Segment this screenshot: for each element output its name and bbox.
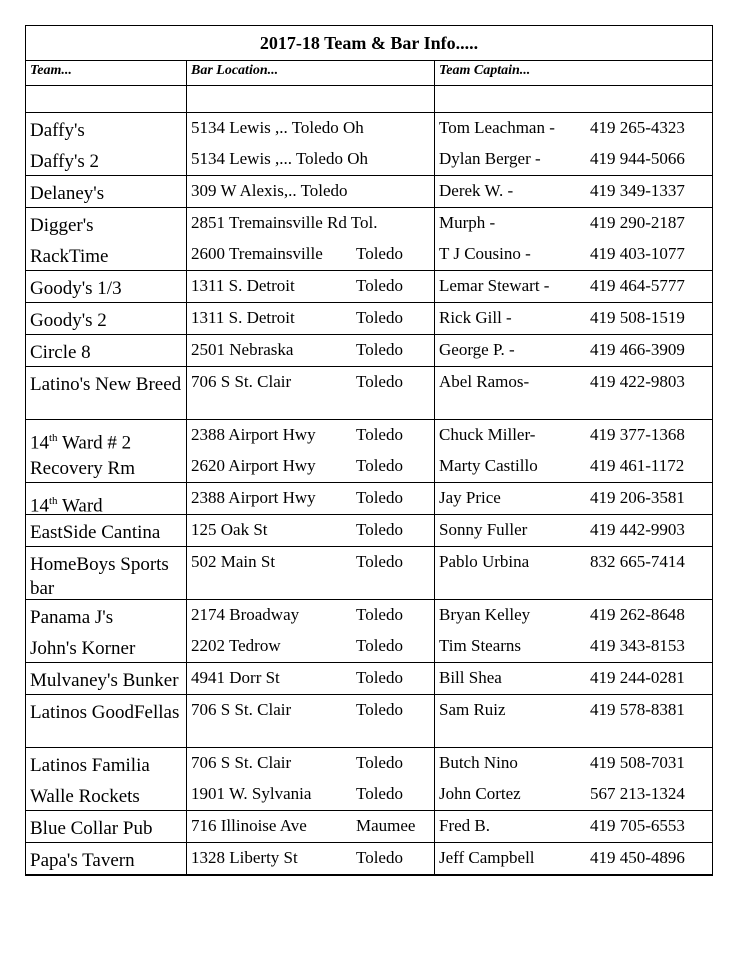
bar-address: 309 W Alexis,.. Toledo: [191, 181, 348, 200]
header-team: Team...: [26, 61, 187, 85]
captain-phone: 419 705-6553: [590, 816, 685, 835]
bar-location: [187, 695, 435, 747]
team-name: Goody's 2: [26, 303, 187, 334]
bar-city: Toledo: [356, 753, 403, 772]
bar-location: [187, 483, 435, 514]
team-captain: [435, 113, 712, 144]
team-name: Daffy's 2: [26, 144, 187, 175]
team-captain: [435, 779, 712, 810]
bar-city: [377, 213, 434, 233]
bar-address: 502 Main St: [191, 552, 276, 571]
bar-location: [187, 748, 435, 779]
team-name: Digger's: [26, 208, 187, 239]
captain-phone: 419 290-2187: [590, 213, 685, 232]
captain-name: Bill Shea: [439, 668, 502, 687]
team-name: Latinos Familia: [26, 748, 187, 779]
captain-name: Murph -: [439, 213, 496, 232]
team-name: RackTime: [26, 239, 187, 270]
bar-city: Toledo: [356, 372, 403, 391]
bar-address: 2501 Nebraska: [191, 340, 294, 359]
captain-name: Dylan Berger -: [439, 149, 541, 168]
bar-address: 1311 S. Detroit: [191, 276, 295, 295]
captain-phone: 419 349-1337: [590, 181, 685, 200]
team-captain: [435, 176, 712, 207]
captain-name: T J Cousino -: [439, 244, 531, 263]
captain-phone: 419 461-1172: [590, 456, 685, 475]
team-name: Mulvaney's Bunker: [26, 663, 187, 694]
bar-address: 2620 Airport Hwy: [191, 456, 316, 475]
bar-city: [368, 149, 434, 169]
bar-city: Toledo: [356, 700, 403, 719]
table-row: [26, 451, 712, 483]
bar-location: [187, 547, 435, 599]
captain-name: George P. -: [439, 340, 515, 359]
team-name: Blue Collar Pub: [26, 811, 187, 842]
table-row: [26, 811, 712, 843]
table-row: [26, 239, 712, 271]
bar-location: [187, 239, 435, 270]
bar-address: 125 Oak St: [191, 520, 268, 539]
bar-address: 706 S St. Clair: [191, 753, 292, 772]
team-captain: [435, 483, 712, 514]
captain-phone: 419 262-8648: [590, 605, 685, 624]
team-captain: [435, 144, 712, 175]
team-captain: [435, 239, 712, 270]
team-captain: [435, 631, 712, 662]
team-name: EastSide Cantina: [26, 515, 187, 546]
captain-name: Rick Gill -: [439, 308, 512, 327]
bar-address: 2851 Tremainsville Rd Tol.: [191, 213, 378, 232]
bar-location: [187, 779, 435, 810]
header-bar-location: Bar Location...: [187, 61, 435, 85]
table-row: [26, 483, 712, 515]
bar-location: [187, 631, 435, 662]
bar-address: 4941 Dorr St: [191, 668, 280, 687]
captain-name: Abel Ramos-: [439, 372, 530, 391]
team-name: Walle Rockets: [26, 779, 187, 810]
bar-address: 2388 Airport Hwy: [191, 425, 316, 444]
captain-phone: 419 442-9903: [590, 520, 685, 539]
team-name: Latino's New Breed: [26, 367, 187, 419]
table-row: [26, 144, 712, 176]
table-row: [26, 208, 712, 239]
bar-location: [187, 420, 435, 451]
captain-phone: 419 578-8381: [590, 700, 685, 719]
team-name: Delaney's: [26, 176, 187, 207]
team-captain: [435, 695, 712, 747]
team-name: Papa's Tavern: [26, 843, 187, 874]
team-captain: [435, 811, 712, 842]
bar-city: Toledo: [356, 636, 403, 655]
team-name: Latinos GoodFellas: [26, 695, 187, 747]
captain-name: Tom Leachman -: [439, 118, 555, 137]
table-row: [26, 335, 712, 367]
bar-city: Toledo: [356, 425, 403, 444]
team-captain: [435, 335, 712, 366]
captain-phone: 419 403-1077: [590, 244, 685, 263]
team-captain: [435, 515, 712, 546]
table-row: [26, 843, 712, 875]
bar-address: 706 S St. Clair: [191, 700, 292, 719]
team-captain: [435, 271, 712, 302]
team-name: Panama J's: [26, 600, 187, 631]
bar-address: 716 Illinoise Ave: [191, 816, 307, 835]
bar-address: 1901 W. Sylvania: [191, 784, 312, 803]
table-row: [26, 695, 712, 748]
captain-name: Jeff Campbell: [439, 848, 535, 867]
table-row: [26, 779, 712, 811]
bar-location: [187, 303, 435, 334]
bar-location: [187, 367, 435, 419]
team-name: Circle 8: [26, 335, 187, 366]
captain-name: Fred B.: [439, 816, 490, 835]
team-captain: [435, 843, 712, 874]
captain-phone: 567 213-1324: [590, 784, 685, 803]
bar-city: Toledo: [356, 340, 403, 359]
captain-phone: 419 265-4323: [590, 118, 685, 137]
captain-phone: 419 422-9803: [590, 372, 685, 391]
captain-name: Marty Castillo: [439, 456, 538, 475]
bar-address: 5134 Lewis ,.. Toledo Oh: [191, 118, 364, 137]
title-row: [26, 26, 712, 61]
bar-location: [187, 113, 435, 144]
table-row: [26, 420, 712, 451]
captain-name: Lemar Stewart -: [439, 276, 550, 295]
captain-phone: 419 464-5777: [590, 276, 685, 295]
bar-city: Toledo: [356, 520, 403, 539]
team-captain: [435, 547, 712, 599]
team-name: 14th Ward: [26, 483, 187, 514]
table-row: [26, 600, 712, 631]
bar-city: [356, 181, 434, 201]
table-body: [26, 113, 712, 875]
bar-address: 1328 Liberty St: [191, 848, 298, 867]
bar-city: [364, 118, 434, 138]
team-name: Goody's 1/3: [26, 271, 187, 302]
bar-address: 2388 Airport Hwy: [191, 488, 316, 507]
team-captain: [435, 748, 712, 779]
bar-address: 706 S St. Clair: [191, 372, 292, 391]
bar-city: Toledo: [356, 276, 403, 295]
team-name: John's Korner: [26, 631, 187, 662]
captain-name: Sonny Fuller: [439, 520, 528, 539]
bar-address: 2600 Tremainsville: [191, 244, 323, 263]
bar-location: [187, 515, 435, 546]
captain-phone: 832 665-7414: [590, 552, 685, 571]
bar-city: Toledo: [356, 668, 403, 687]
captain-name: Tim Stearns: [439, 636, 522, 655]
team-captain: [435, 303, 712, 334]
bar-address: 2174 Broadway: [191, 605, 300, 624]
captain-phone: 419 377-1368: [590, 425, 685, 444]
bar-city: Maumee: [356, 816, 416, 835]
page-title: 2017-18 Team & Bar Info.....: [259, 32, 479, 53]
table-row: [26, 367, 712, 420]
bar-location: [187, 176, 435, 207]
team-name: Daffy's: [26, 113, 187, 144]
table-row: [26, 663, 712, 695]
bar-address: 2202 Tedrow: [191, 636, 281, 655]
captain-name: Pablo Urbina: [439, 552, 530, 571]
table-row: [26, 748, 712, 779]
bar-location: [187, 271, 435, 302]
team-name: 14th Ward # 2: [26, 420, 187, 451]
captain-phone: 419 508-7031: [590, 753, 685, 772]
bar-city: Toledo: [356, 244, 403, 263]
bar-city: Toledo: [356, 308, 403, 327]
captain-name: Jay Price: [439, 488, 501, 507]
bar-address: 5134 Lewis ,... Toledo Oh: [191, 149, 368, 168]
captain-phone: 419 244-0281: [590, 668, 685, 687]
bar-city: Toledo: [356, 848, 403, 867]
bar-city: Toledo: [356, 605, 403, 624]
captain-phone: 419 206-3581: [590, 488, 685, 507]
team-captain: [435, 420, 712, 451]
team-captain: [435, 367, 712, 419]
bar-city: Toledo: [356, 488, 403, 507]
bar-location: [187, 208, 435, 239]
table-row: [26, 113, 712, 144]
captain-name: Butch Nino: [439, 753, 518, 772]
bar-location: [187, 600, 435, 631]
header-team-captain: Team Captain...: [439, 63, 531, 78]
team-bar-table: [25, 25, 713, 876]
team-name: Recovery Rm: [26, 451, 187, 482]
table-row: [26, 176, 712, 208]
bar-city: Toledo: [356, 784, 403, 803]
captain-name: Chuck Miller-: [439, 425, 536, 444]
bar-location: [187, 811, 435, 842]
table-row: [26, 303, 712, 335]
team-name: HomeBoys Sports bar: [26, 547, 187, 599]
bar-location: [187, 144, 435, 175]
bar-location: [187, 451, 435, 482]
bar-location: [187, 843, 435, 874]
header-row: [26, 61, 712, 86]
team-captain: [435, 208, 712, 239]
team-captain: [435, 663, 712, 694]
bar-location: [187, 335, 435, 366]
captain-name: Derek W. -: [439, 181, 514, 200]
bar-address: 1311 S. Detroit: [191, 308, 295, 327]
team-captain: [435, 600, 712, 631]
table-row: [26, 271, 712, 303]
bar-city: Toledo: [356, 456, 403, 475]
empty-row: [26, 86, 712, 113]
captain-phone: 419 944-5066: [590, 149, 685, 168]
captain-name: Bryan Kelley: [439, 605, 531, 624]
table-row: [26, 547, 712, 600]
bar-location: [187, 663, 435, 694]
captain-name: Sam Ruiz: [439, 700, 506, 719]
captain-phone: 419 450-4896: [590, 848, 685, 867]
captain-phone: 419 466-3909: [590, 340, 685, 359]
captain-phone: 419 508-1519: [590, 308, 685, 327]
captain-name: John Cortez: [439, 784, 521, 803]
bar-city: Toledo: [356, 552, 403, 571]
team-captain: [435, 451, 712, 482]
captain-phone: 419 343-8153: [590, 636, 685, 655]
table-row: [26, 515, 712, 547]
table-row: [26, 631, 712, 663]
